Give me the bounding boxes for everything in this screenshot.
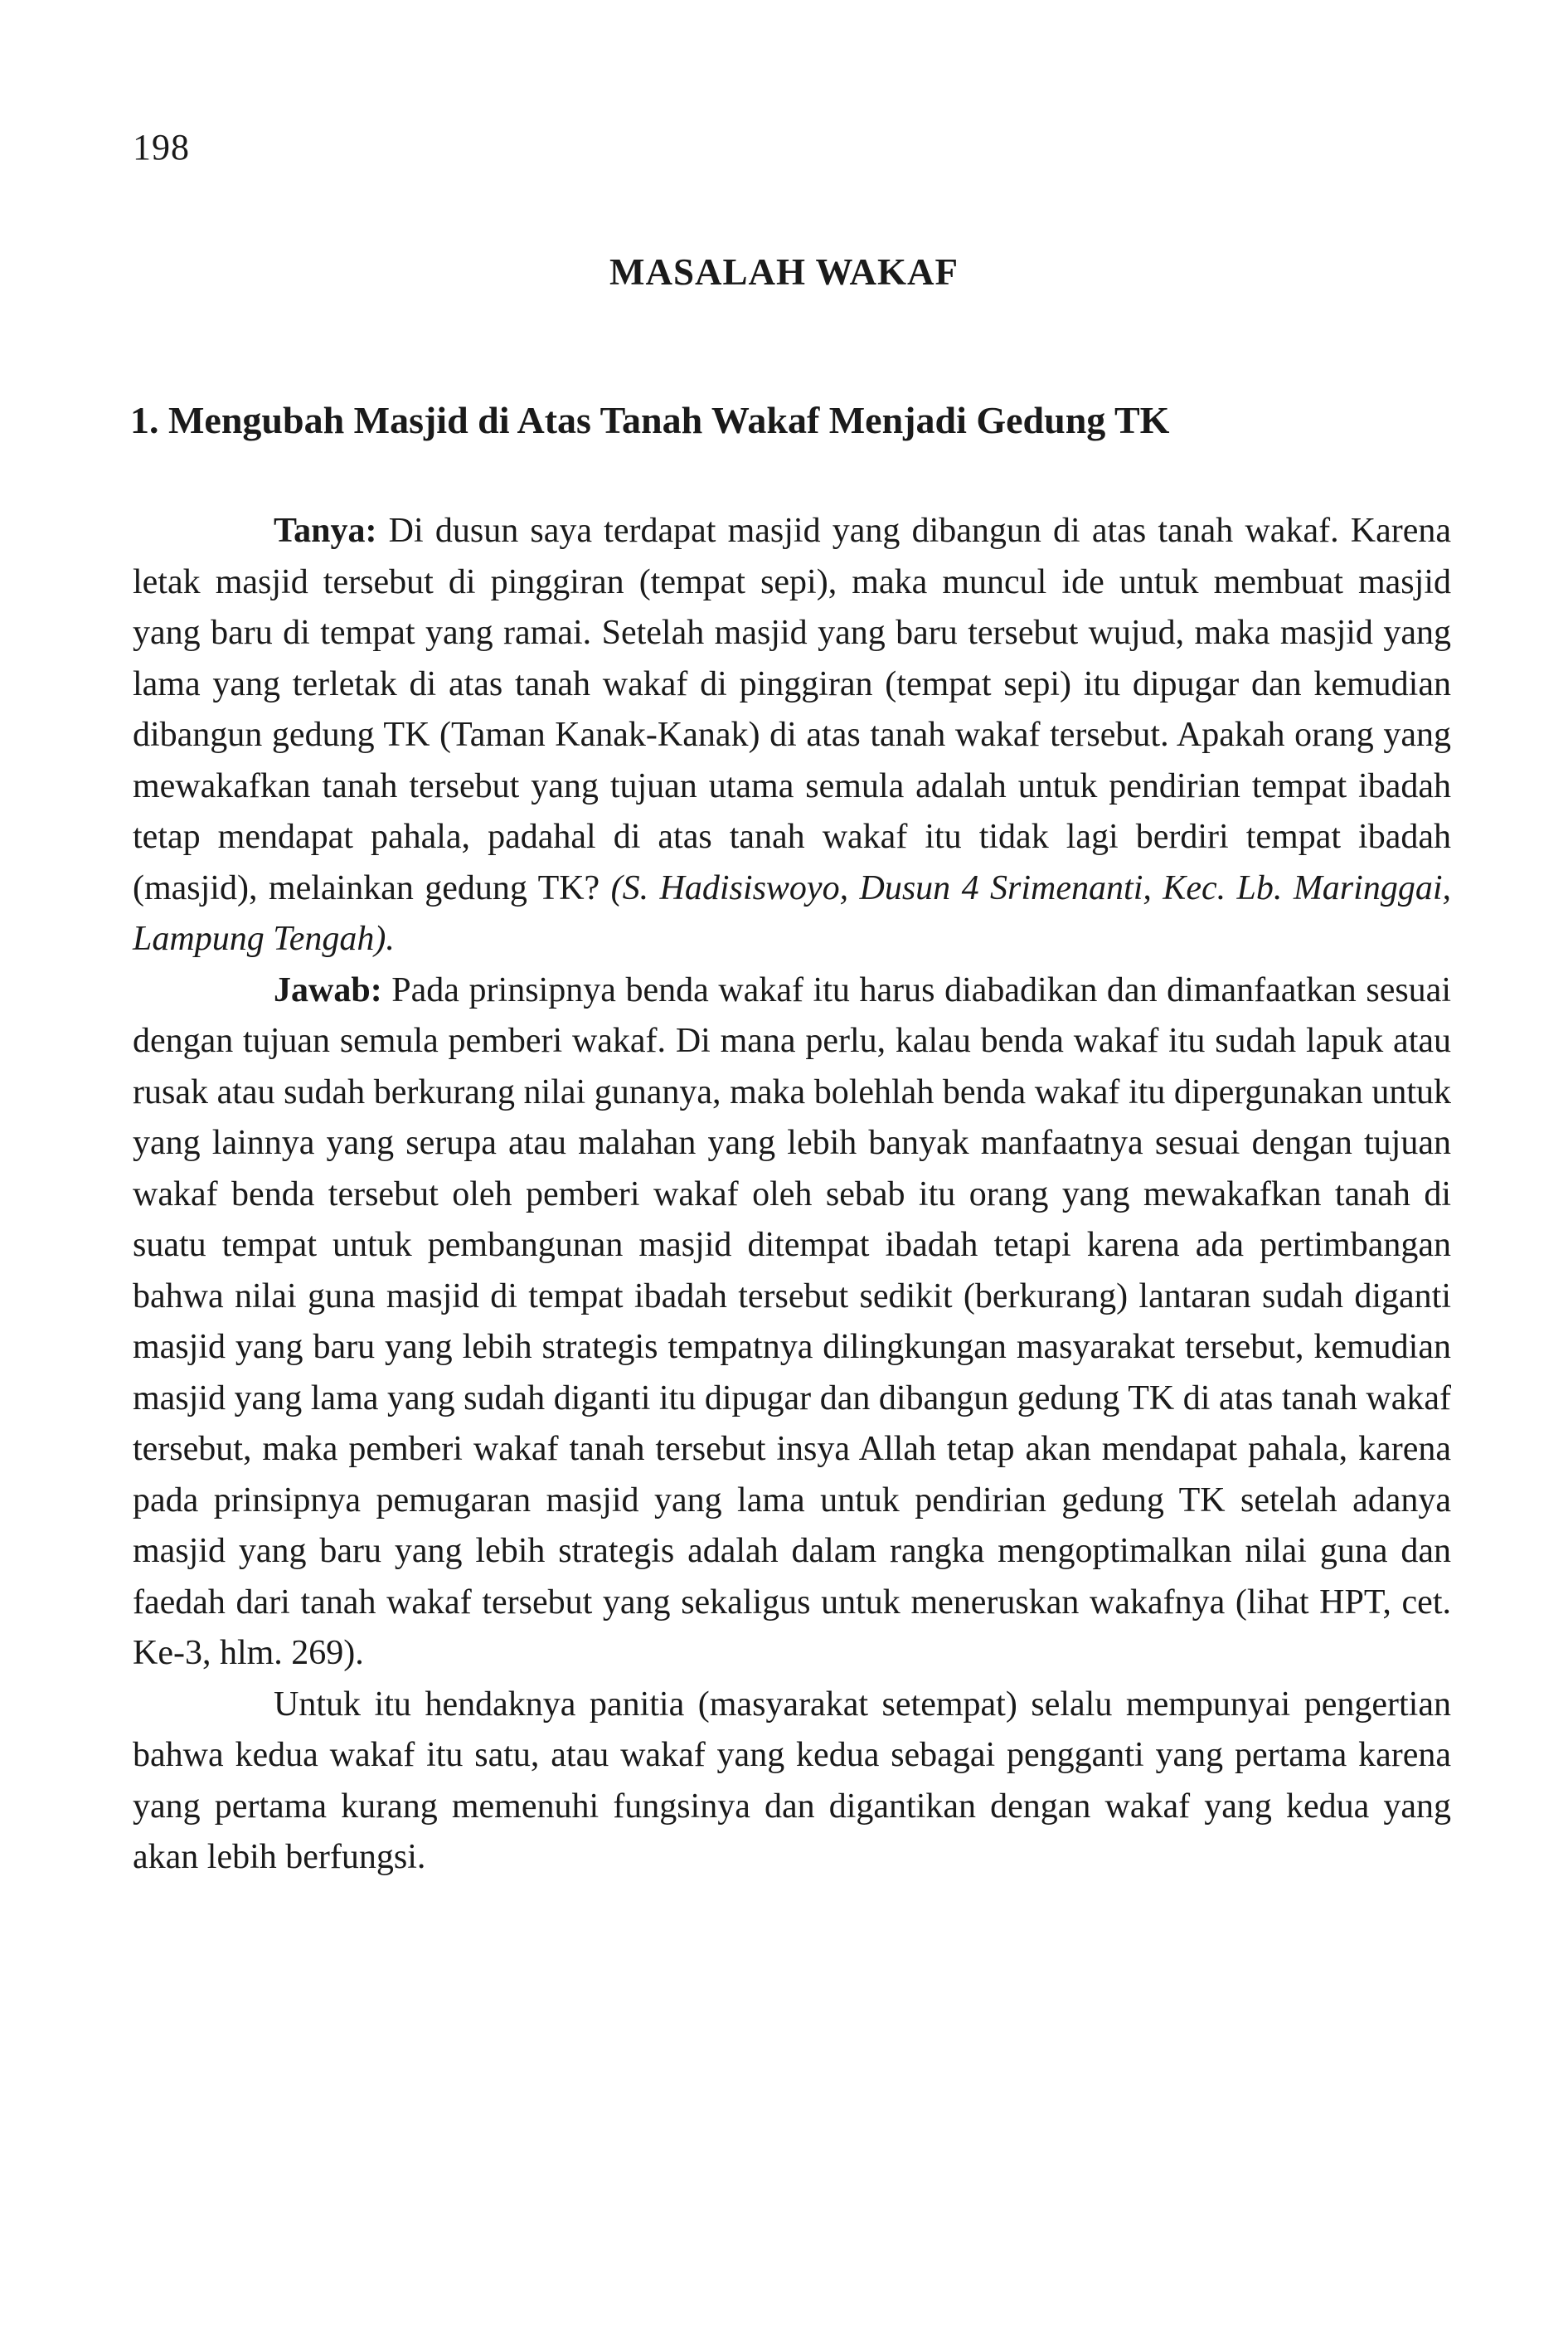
question-paragraph <box>133 506 1451 965</box>
page-number: 198 <box>133 127 190 168</box>
question-label: Tanya: <box>274 512 377 550</box>
question-citation: (S. Hadisiswoyo, Dusun 4 Srimenanti, Kec. Lb. Maringgai, Lampung Tengah). <box>133 868 1451 958</box>
answer-label: Jawab: <box>274 970 382 1009</box>
answer-paragraph <box>133 965 1451 1680</box>
question-text: Di dusun saya terdapat masjid yang dibangun di atas tanah wakaf. Karena letak masjid tersebut di pinggiran (tempat sepi), maka muncul ide untuk membuat masjid yang baru di tempat yang ramai. Setelah masjid yang baru tersebut wujud, maka masjid yang lama yang terletak di atas tanah wakaf di pinggiran (tempat sepi) itu dipugar dan kemudian dibangun gedung TK (Taman Kanak-Kanak) di atas tanah wakaf tersebut. Apakah orang yang mewakafkan tanah tersebut yang tujuan utama semula adalah untuk pendirian tempat ibadah tetap mendapat pahala, padahal di atas tanah wakaf itu tidak lagi berdiri tempat ibadah (masjid), melainkan gedung TK? <box>133 512 1451 907</box>
body-text <box>133 506 1451 1884</box>
closing-paragraph: Untuk itu hendaknya panitia (masyarakat setempat) selalu mempunyai pengertian bahwa kedua wakaf itu satu, atau wakaf yang kedua sebagai pengganti yang pertama karena yang pertama kurang memenuhi fungsinya dan digantikan dengan wakaf yang kedua yang akan lebih berfungsi. <box>133 1685 1451 1876</box>
section-title: 1. Mengubah Masjid di Atas Tanah Wakaf Menjadi Gedung TK <box>130 399 1170 441</box>
answer-text: Pada prinsipnya benda wakaf itu harus diabadikan dan dimanfaatkan sesuai dengan tujuan semula pemberi wakaf. Di mana perlu, kalau benda wakaf itu sudah lapuk atau rusak atau sudah berkurang nilai gunanya, maka bolehlah benda wakaf itu dipergunakan untuk yang lainnya yang serupa atau malahan yang lebih banyak manfaatnya sesuai dengan tujuan wakaf benda tersebut oleh pemberi wakaf oleh sebab itu orang yang mewakafkan tanah di suatu tempat untuk pembangunan masjid ditempat ibadah tetapi karena ada pertimbangan bahwa nilai guna masjid di tempat ibadah tersebut sedikit (berkurang) lantaran sudah diganti masjid yang baru yang lebih strategis tempatnya dilingkungan masyarakat tersebut, kemudian masjid yang lama yang sudah diganti itu dipugar dan dibangun gedung TK di atas tanah wakaf tersebut, maka pemberi wakaf tanah tersebut insya Allah tetap akan mendapat pahala, karena pada prinsipnya pemugaran masjid yang lama untuk pendirian gedung TK setelah adanya masjid yang baru yang lebih strategis adalah dalam rangka mengoptimalkan nilai guna dan faedah dari tanah wakaf tersebut yang sekaligus untuk meneruskan wakafnya (lihat HPT, cet. Ke-3, hlm. 269). <box>133 970 1451 1672</box>
chapter-title: MASALAH WAKAF <box>609 251 959 293</box>
